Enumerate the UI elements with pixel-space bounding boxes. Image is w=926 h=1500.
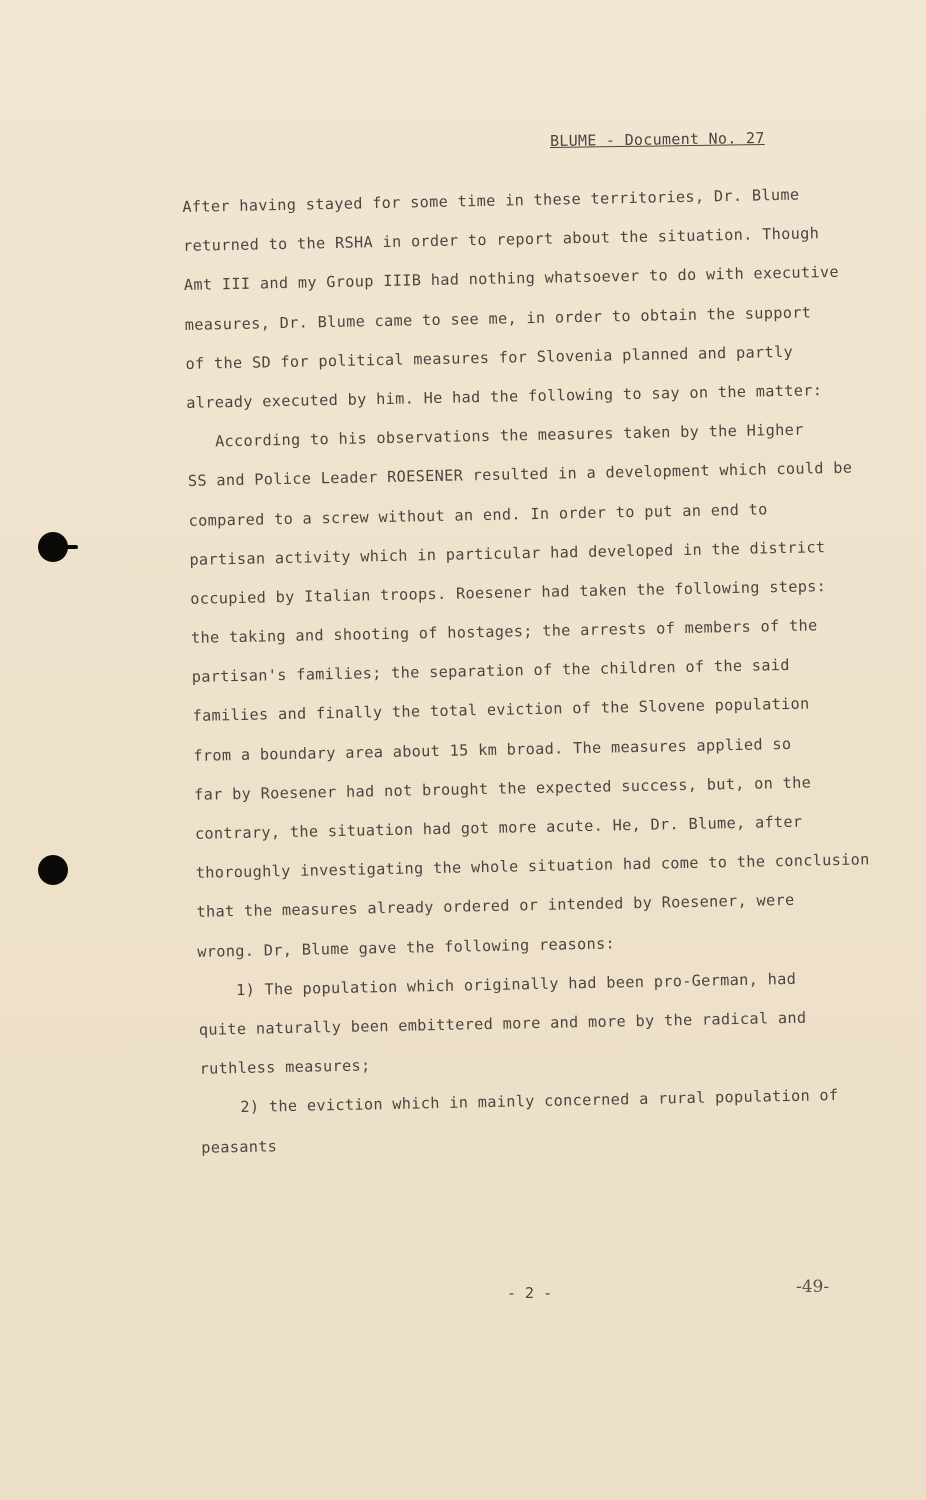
- body-line: already executed by him. He had the following to say on the matter:: [186, 381, 823, 412]
- body-line: After having stayed for some time in these territories, Dr. Blume: [182, 185, 800, 216]
- handwritten-page-number: -49-: [796, 1277, 830, 1297]
- body-line: returned to the RSHA in order to report about the situation. Though: [182, 224, 820, 256]
- punch-hole-top: [38, 532, 68, 562]
- body-line: partisan activity which in particular had developed in the district: [189, 537, 826, 569]
- body-line: compared to a screw without an end. In order to put an end to: [188, 499, 768, 530]
- body-line: partisan's families; the separation of the children of the said: [191, 656, 790, 687]
- body-line: far by Roesener had not brought the expected success, but, on the: [193, 773, 812, 804]
- body-line: Amt III and my Group IIIB had nothing whatsoever to do with executive: [183, 263, 840, 295]
- body-line: that the measures already ordered or intended by Roesener, were: [196, 891, 795, 922]
- body-line: SS and Police Leader ROESENER resulted in a development which could be: [187, 458, 853, 491]
- punch-hole-bottom: [38, 855, 68, 885]
- body-line: wrong. Dr, Blume gave the following reasons:: [197, 934, 616, 961]
- list-item-line: 1) The population which originally had been pro-German, had: [235, 969, 797, 999]
- body-line: measures, Dr. Blume came to see me, in order to obtain the support: [184, 302, 812, 334]
- body-line: peasants: [201, 1136, 278, 1157]
- list-item-line: 2) the eviction which in mainly concerned a rural population of: [240, 1086, 839, 1117]
- body-line: of the SD for political measures for Slovenia planned and partly: [185, 342, 794, 373]
- body-line: ruthless measures;: [199, 1056, 371, 1078]
- body-line: thoroughly investigating the whole situation had come to the conclusion: [195, 850, 870, 883]
- document-body: [182, 174, 882, 1167]
- body-line: contrary, the situation had got more acute. He, Dr. Blume, after: [194, 812, 803, 843]
- page-number: - 2 -: [507, 1284, 553, 1302]
- body-line: According to his observations the measures taken by the Higher: [214, 420, 804, 451]
- document-header: BLUME - Document No. 27: [549, 129, 765, 150]
- body-line: quite naturally been embittered more and more by the radical and: [198, 1008, 807, 1039]
- body-line: families and finally the total eviction of the Slovene population: [192, 694, 810, 726]
- body-line: the taking and shooting of hostages; the arrests of members of the: [190, 616, 818, 647]
- body-line: occupied by Italian troops. Roesener had taken the following steps:: [190, 577, 827, 608]
- body-line: from a boundary area about 15 km broad. The measures applied so: [193, 734, 792, 765]
